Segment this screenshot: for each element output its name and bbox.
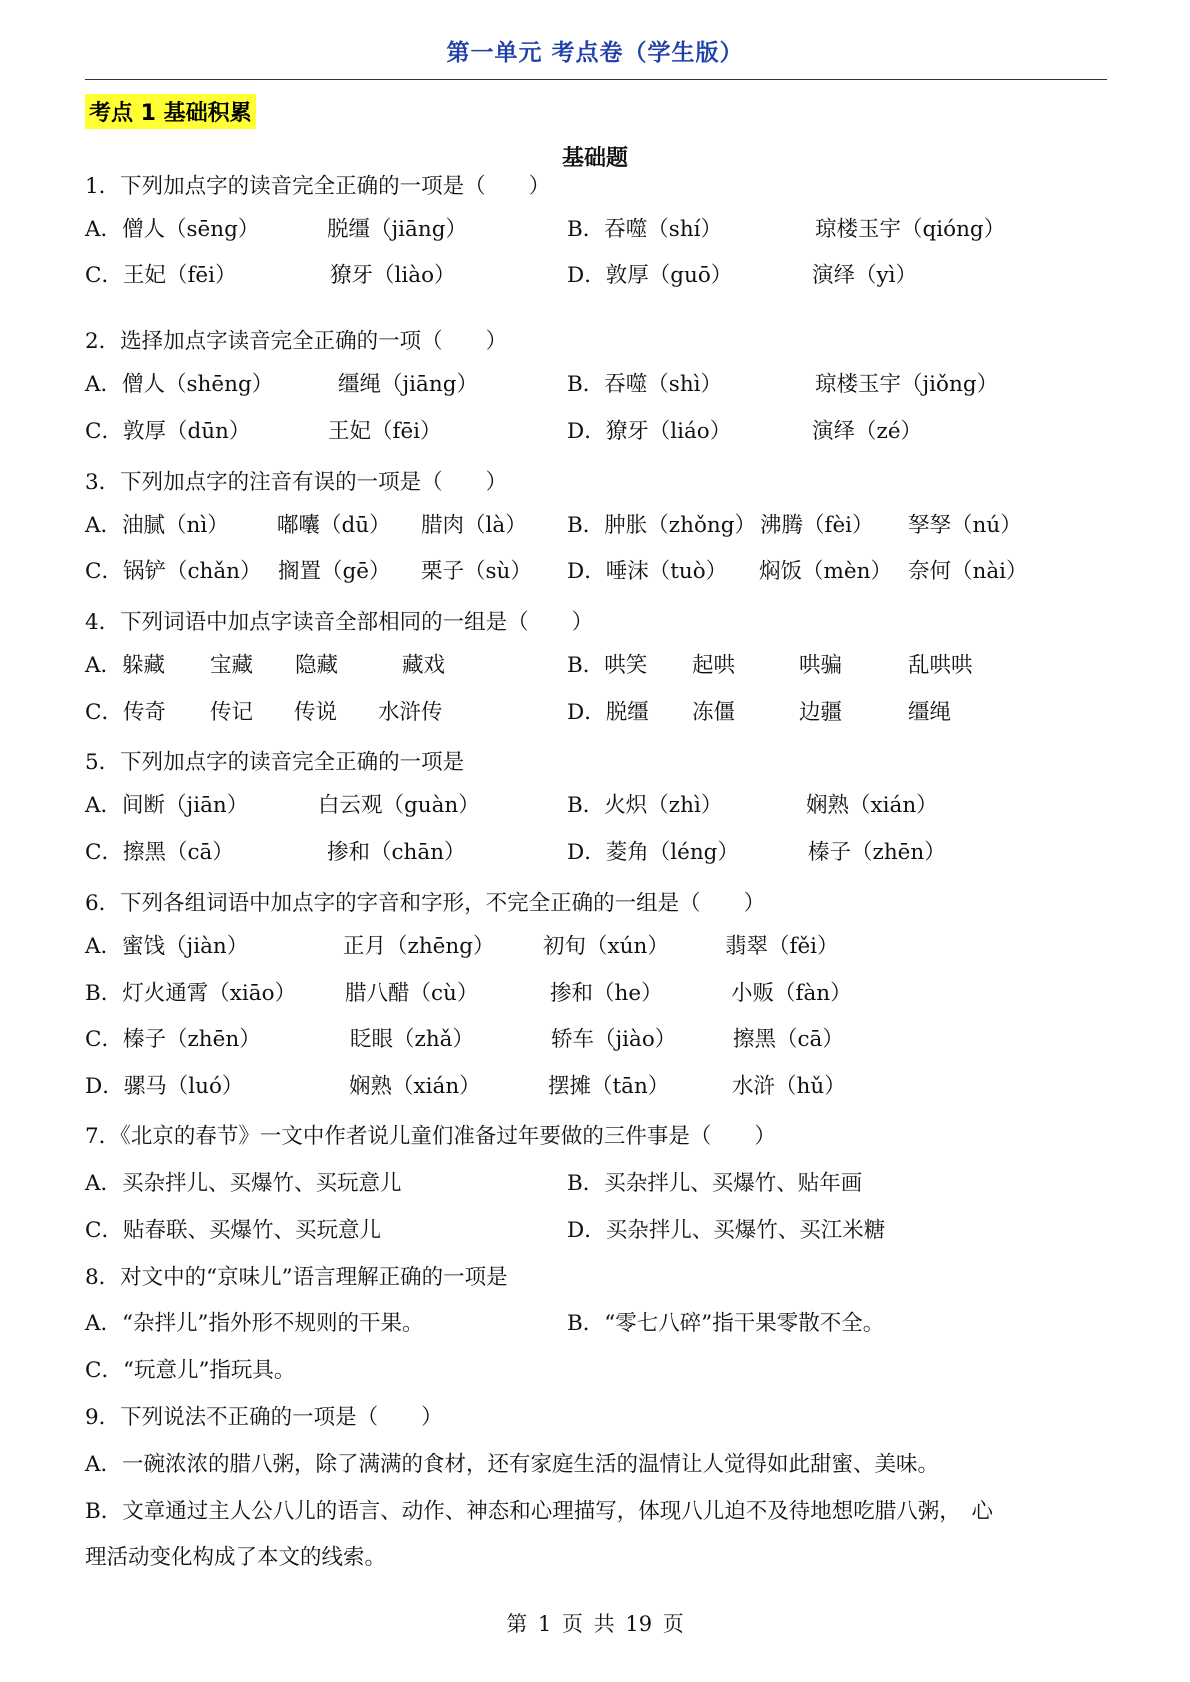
option-item: 边疆 — [799, 700, 843, 725]
option-item: 脱缰（jiāng） — [327, 217, 467, 242]
option-item: 白云观（guàn） — [318, 793, 480, 818]
option-item: A．一碗浓浓的腊八粥，除了满满的食材，还有家庭生活的温情让人觉得如此甜蜜、美味。 — [85, 1452, 940, 1477]
option-item: 掺和（chān） — [327, 840, 466, 865]
option-item: B．文章通过主人公八儿的语言、动作、神态和心理描写，体现八儿迫不及待地想吃腊八粥， 心 — [85, 1499, 994, 1524]
option-item: 理活动变化构成了本文的线索。 — [85, 1545, 387, 1570]
option-item: B．哄笑 — [567, 653, 648, 678]
option-item: 掺和（he） — [550, 981, 663, 1006]
option-item: 演绎（yì） — [812, 263, 918, 288]
option-item: C．传奇 — [85, 700, 166, 725]
option-item: 水浒传 — [378, 700, 443, 725]
option-item: 乱哄哄 — [908, 653, 973, 678]
question-stem: 3．下列加点字的注音有误的一项是（ ） — [85, 470, 508, 495]
option-item: B．买杂拌儿、买爆竹、贴年画 — [567, 1171, 863, 1196]
option-item: B．“零七八碎”指干果零散不全。 — [567, 1311, 885, 1336]
option-item: 搁置（gē） — [278, 559, 391, 584]
option-item: A．间断（jiān） — [85, 793, 249, 818]
option-item: 擦黑（cā） — [733, 1027, 844, 1052]
option-item: 小贩（fàn） — [731, 981, 852, 1006]
option-item: 摆摊（tān） — [548, 1074, 670, 1099]
option-item: 轿车（jiào） — [551, 1027, 677, 1052]
option-item: C．敦厚（dūn） — [85, 419, 251, 444]
question-stem: 8．对文中的“京味儿”语言理解正确的一项是 — [85, 1265, 508, 1290]
option-item: 传记 — [210, 700, 254, 725]
option-item: 冻僵 — [692, 700, 736, 725]
option-item: 奈何（nài） — [908, 559, 1028, 584]
section-subheading: 基础题 — [561, 146, 628, 171]
option-item: 沸腾（fèi） — [760, 513, 874, 538]
option-item: 传说 — [294, 700, 338, 725]
option-item: 水浒（hǔ） — [732, 1074, 846, 1099]
option-item: 隐藏 — [295, 653, 339, 678]
question-stem: 1．下列加点字的读音完全正确的一项是（ ） — [85, 174, 551, 199]
option-item: C．贴春联、买爆竹、买玩意儿 — [85, 1218, 381, 1243]
option-item: A．蜜饯（jiàn） — [85, 934, 249, 959]
option-item: 初旬（xún） — [543, 934, 669, 959]
option-item: 焖饭（mèn） — [759, 559, 892, 584]
option-item: 眨眼（zhǎ） — [350, 1027, 474, 1052]
option-item: 榛子（zhēn） — [808, 840, 946, 865]
header-divider — [85, 79, 1107, 80]
option-item: 哄骗 — [799, 653, 843, 678]
option-item: D．菱角（léng） — [567, 840, 739, 865]
option-item: 腊肉（là） — [421, 513, 527, 538]
option-item: D．唾沫（tuò） — [567, 559, 728, 584]
option-item: C．榛子（zhēn） — [85, 1027, 261, 1052]
option-item: 孥孥（nú） — [908, 513, 1022, 538]
option-item: 嘟囔（dū） — [277, 513, 391, 538]
page-title: 第一单元 考点卷（学生版） — [446, 40, 744, 66]
option-item: 起哄 — [692, 653, 736, 678]
question-stem: 9．下列说法不正确的一项是（ ） — [85, 1405, 443, 1430]
option-item: 琼楼玉宇（qióng） — [815, 217, 1006, 242]
option-item: 演绎（zé） — [812, 419, 923, 444]
option-item: A．“杂拌儿”指外形不规则的干果。 — [85, 1311, 424, 1336]
option-item: D．骡马（luó） — [85, 1074, 244, 1099]
question-stem: 5．下列加点字的读音完全正确的一项是 — [85, 750, 465, 775]
option-item: 娴熟（xián） — [806, 793, 938, 818]
question-stem: 7．《北京的春节》一文中作者说儿童们准备过年要做的三件事是（ ） — [85, 1124, 776, 1149]
option-item: 栗子（sù） — [421, 559, 532, 584]
option-item: 翡翠（fěi） — [725, 934, 839, 959]
option-item: A．买杂拌儿、买爆竹、买玩意儿 — [85, 1171, 402, 1196]
option-item: 宝藏 — [210, 653, 254, 678]
option-item: B．肿胀（zhǒng） — [567, 513, 757, 538]
question-stem: 4．下列词语中加点字读音全部相同的一组是（ ） — [85, 610, 594, 635]
option-item: D．獠牙（liáo） — [567, 419, 732, 444]
question-stem: 2．选择加点字读音完全正确的一项（ ） — [85, 329, 508, 354]
option-item: B．灯火通霄（xiāo） — [85, 981, 297, 1006]
option-item: 腊八醋（cù） — [345, 981, 479, 1006]
option-item: C．擦黑（cā） — [85, 840, 234, 865]
option-item: 獠牙（liào） — [330, 263, 456, 288]
page-number: 第 1 页 共 19 页 — [506, 1612, 684, 1636]
option-item: D．敦厚（guō） — [567, 263, 733, 288]
option-item: 正月（zhēng） — [343, 934, 495, 959]
section-tag: 考点 1 基础积累 — [85, 94, 256, 129]
option-item: B．吞噬（shí） — [567, 217, 723, 242]
option-item: 王妃（fēi） — [328, 419, 442, 444]
option-item: A．僧人（sēng） — [85, 217, 260, 242]
option-item: C．王妃（fēi） — [85, 263, 237, 288]
option-item: 藏戏 — [402, 653, 446, 678]
option-item: 娴熟（xián） — [349, 1074, 481, 1099]
option-item: C．锅铲（chǎn） — [85, 559, 262, 584]
option-item: D．买杂拌儿、买爆竹、买江米糖 — [567, 1218, 886, 1243]
option-item: B．火炽（zhì） — [567, 793, 723, 818]
option-item: 缰绳（jiāng） — [338, 372, 478, 397]
option-item: B．吞噬（shì） — [567, 372, 723, 397]
option-item: D．脱缰 — [567, 700, 649, 725]
option-item: 缰绳 — [908, 700, 952, 725]
option-item: A．油腻（nì） — [85, 513, 229, 538]
question-stem: 6．下列各组词语中加点字的字音和字形，不完全正确的一组是（ ） — [85, 891, 766, 916]
option-item: 琼楼玉宇（jiǒng） — [815, 372, 999, 397]
option-item: A．躲藏 — [85, 653, 166, 678]
option-item: C．“玩意儿”指玩具。 — [85, 1358, 296, 1383]
option-item: A．僧人（shēng） — [85, 372, 274, 397]
